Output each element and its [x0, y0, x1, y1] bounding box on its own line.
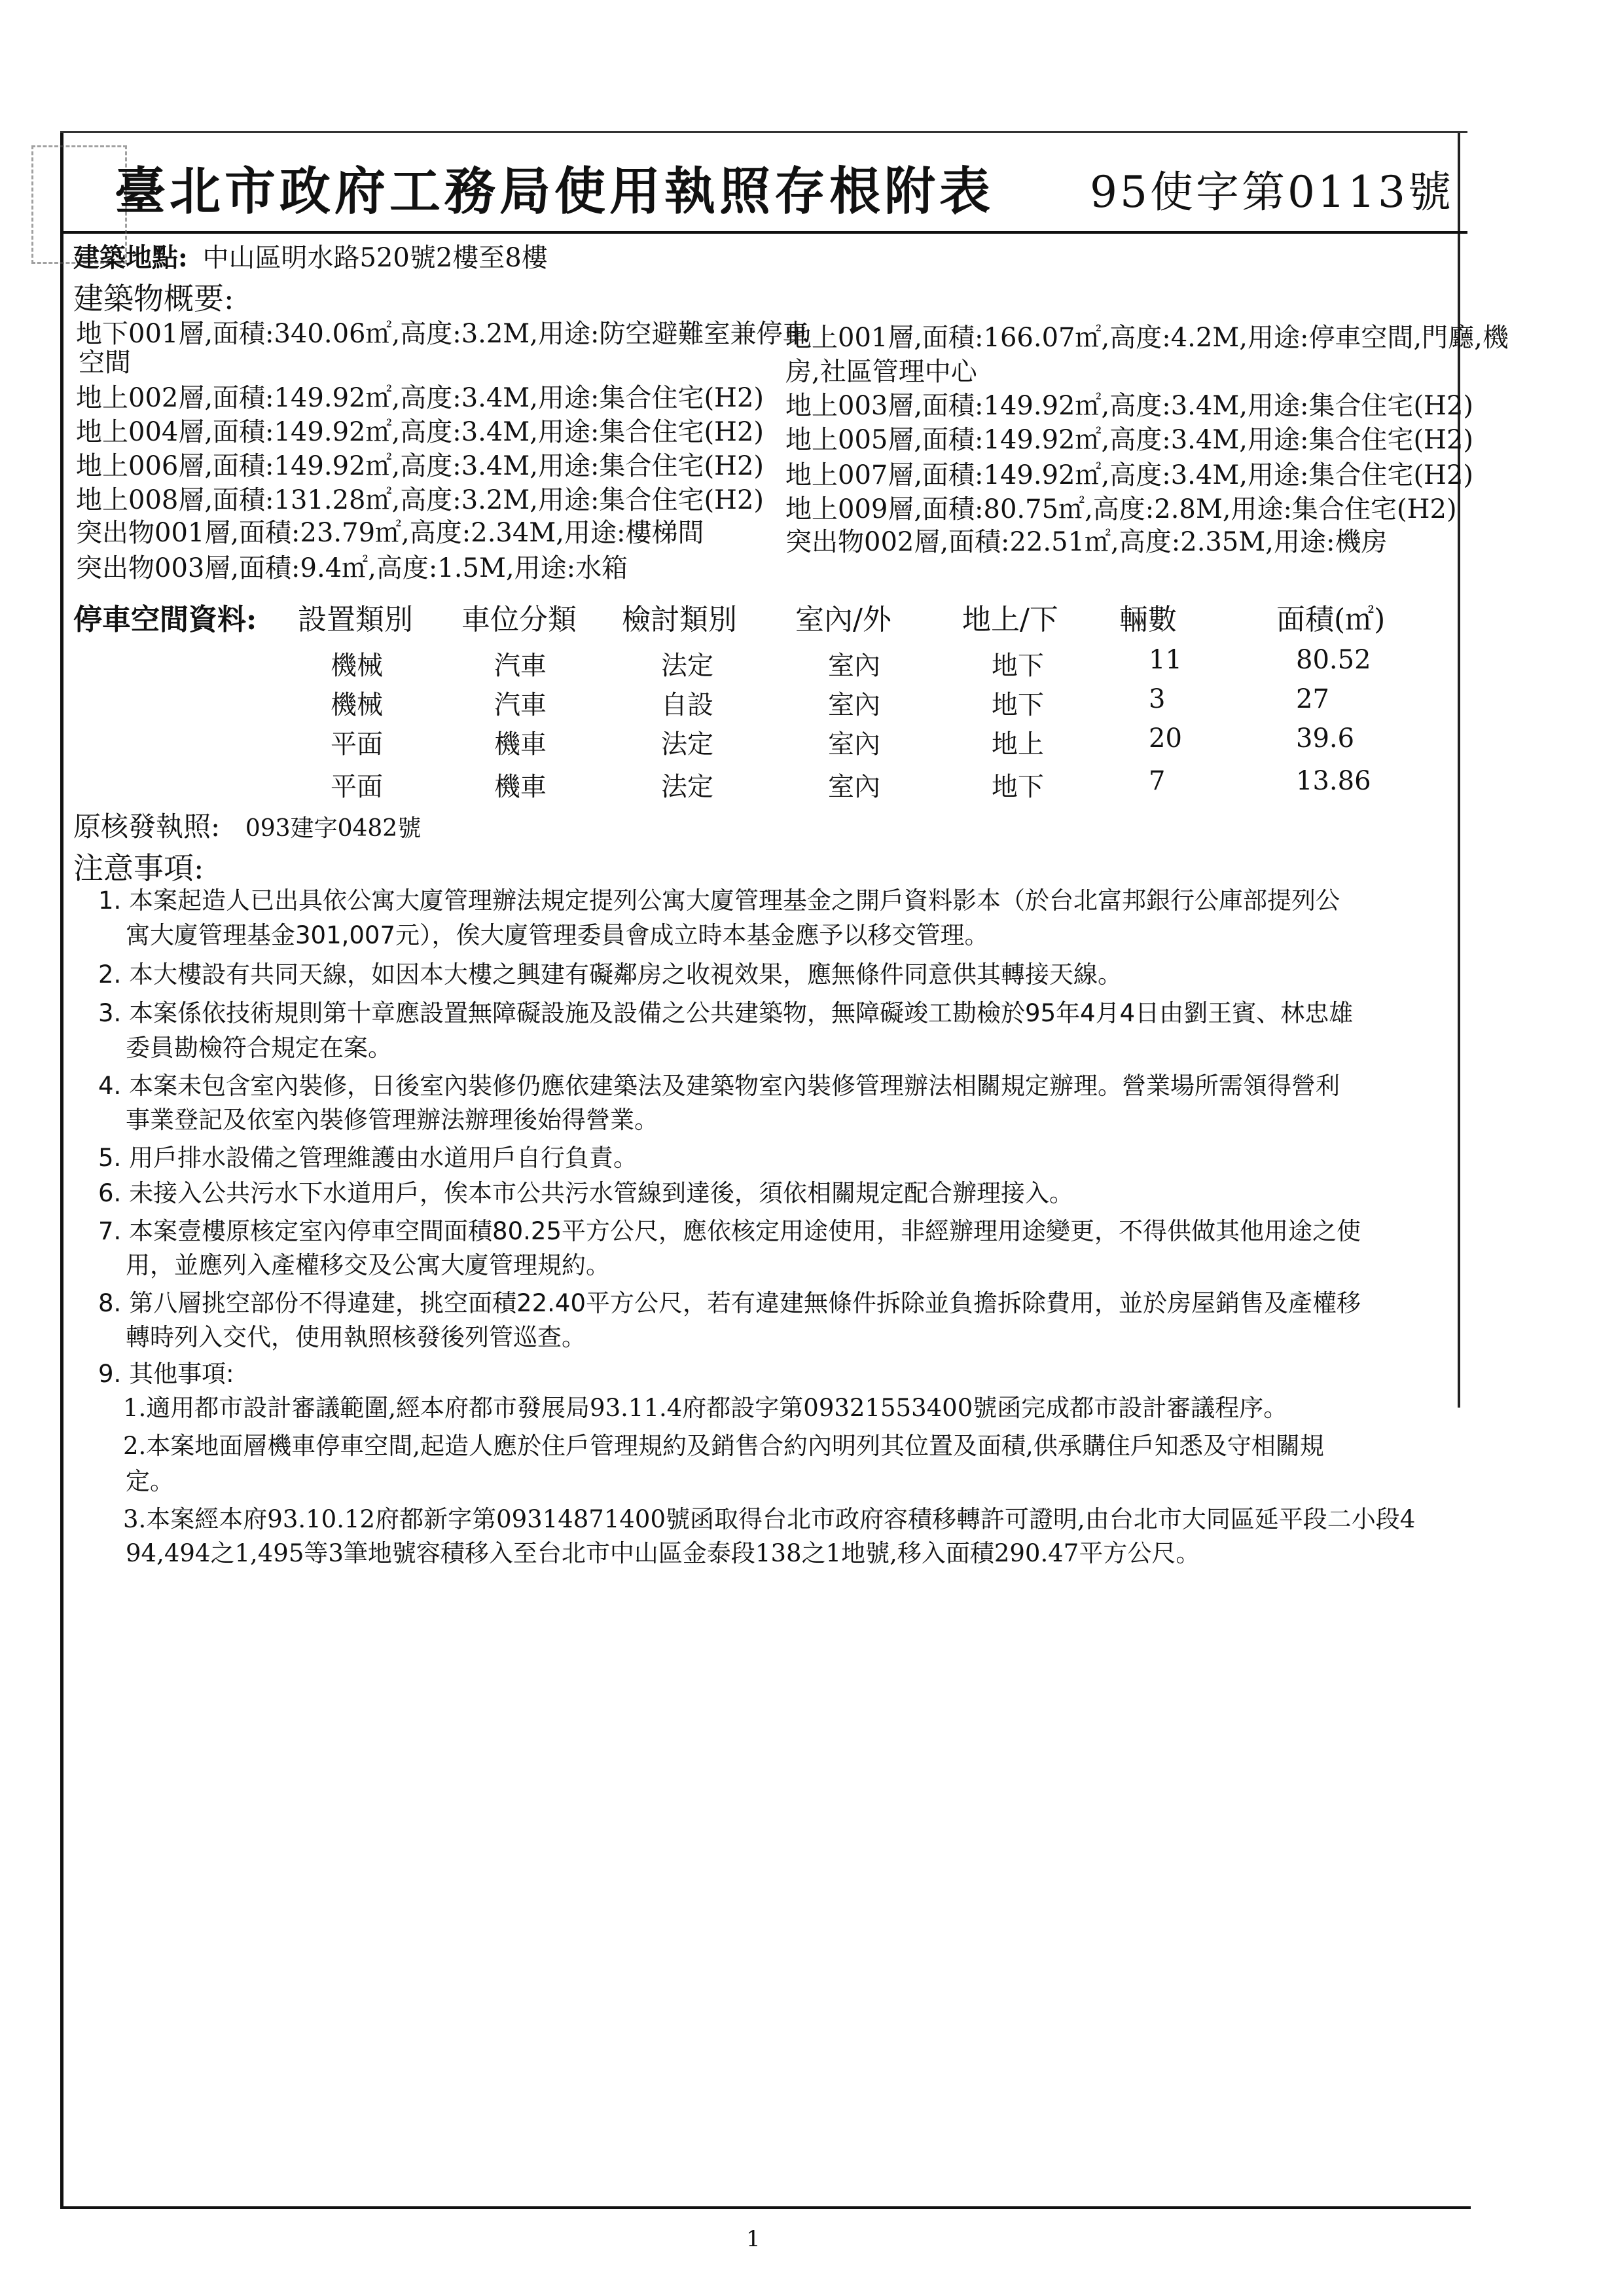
page-number: 1 [746, 2226, 761, 2252]
note-line: 2. 本大樓設有共同天線，如因本大樓之興建有礙鄰房之收視效果，應無條件同意供其轉接天線。 [98, 960, 1123, 989]
note-line: 4. 本案未包含室內裝修，日後室內裝修仍應依建築法及建築物室內裝修管理辦法相關規定辦理。營業場所需領得營利 [98, 1072, 1340, 1100]
original-permit-row [73, 805, 421, 845]
floor-left-line: 突出物001層,面積:23.79㎡,高度:2.34M,用途:樓梯間 [76, 518, 704, 548]
note-line: 事業登記及依室內裝修管理辦法辦理後始得營業。 [126, 1106, 658, 1134]
note-line: 3. 本案係依技術規則第十章應設置無障礙設施及設備之公共建築物，無障礙竣工勘檢於95年4月4日由劉王賓、林忠雄 [98, 999, 1354, 1027]
parking-cell: 汽車 [494, 651, 547, 681]
parking-header-cell: 輛數 [1119, 603, 1177, 636]
parking-header-cell: 設置類別 [298, 603, 413, 636]
parking-cell: 室內 [828, 729, 880, 759]
parking-cell: 27 [1296, 684, 1329, 714]
parking-cell: 平面 [331, 729, 383, 759]
note-line: 寓大廈管理基金301,007元），俟大廈管理委員會成立時本基金應予以移交管理。 [126, 921, 989, 949]
document-title: 臺北市政府工務局使用執照存根附表 [115, 162, 995, 221]
other-item-line: 1.適用都市設計審議範圍,經本府都市發展局93.11.4府都設字第09321553400號函完成都市設計審議程序。 [123, 1394, 1288, 1422]
floor-right-line: 地上003層,面積:149.92㎡,高度:3.4M,用途:集合住宅(H2) [785, 391, 1473, 421]
floor-right-line: 房,社區管理中心 [785, 357, 977, 387]
parking-cell: 室內 [828, 772, 880, 802]
parking-header-cell: 檢討類別 [622, 603, 737, 636]
parking-cell: 法定 [661, 772, 713, 802]
parking-cell: 3 [1149, 684, 1166, 714]
parking-cell: 法定 [661, 651, 713, 681]
site-value: 中山區明水路520號2樓至8樓 [202, 243, 548, 273]
note-line: 委員勘檢符合規定在案。 [126, 1034, 392, 1062]
parking-cell: 11 [1149, 645, 1182, 675]
note-line: 用，並應列入產權移交及公寓大廈管理規約。 [126, 1251, 610, 1279]
floor-right-line: 突出物002層,面積:22.51㎡,高度:2.35M,用途:機房 [785, 527, 1388, 557]
parking-cell: 13.86 [1296, 766, 1371, 796]
note-line: 5. 用戶排水設備之管理維護由水道用戶自行負責。 [98, 1144, 638, 1172]
note-line: 1. 本案起造人已出具依公寓大廈管理辦法規定提列公寓大廈管理基金之開戶資料影本（於台北富邦銀行公庫部提列公 [98, 886, 1340, 915]
parking-cell: 自設 [661, 690, 713, 720]
floor-left-line: 地下001層,面積:340.06㎡,高度:3.2M,用途:防空避難室兼停車 [76, 319, 809, 349]
parking-cell: 室內 [828, 690, 880, 720]
parking-cell: 法定 [661, 729, 713, 759]
parking-header-cell: 車位分類 [461, 603, 577, 636]
original-permit-label: 原核發執照: [73, 811, 221, 843]
note-line: 轉時列入交代，使用執照核發後列管巡查。 [126, 1323, 586, 1351]
parking-cell: 39.6 [1296, 723, 1355, 754]
parking-cell: 機車 [494, 772, 547, 802]
notes-heading: 注意事項: [73, 850, 204, 886]
floor-left-line: 地上002層,面積:149.92㎡,高度:3.4M,用途:集合住宅(H2) [76, 383, 764, 413]
parking-cell: 7 [1149, 766, 1166, 796]
parking-cell: 20 [1149, 723, 1182, 754]
parking-cell: 室內 [828, 651, 880, 681]
parking-header-cell: 室內/外 [795, 603, 891, 636]
parking-cell: 平面 [331, 772, 383, 802]
parking-cell: 機械 [331, 651, 383, 681]
floor-left-line: 突出物003層,面積:9.4㎡,高度:1.5M,用途:水箱 [76, 553, 628, 583]
parking-cell: 地下 [992, 690, 1044, 720]
floor-right-line: 地上009層,面積:80.75㎡,高度:2.8M,用途:集合住宅(H2) [785, 494, 1457, 524]
other-item-line: 94,494之1,495等3筆地號容積移入至台北市中山區金泰段138之1地號,移入面積290.47平方公尺。 [126, 1539, 1200, 1567]
permit-number: 95使字第0113號 [1090, 167, 1454, 217]
parking-cell: 汽車 [494, 690, 547, 720]
parking-cell: 80.52 [1296, 645, 1371, 675]
floor-right-line: 地上005層,面積:149.92㎡,高度:3.4M,用途:集合住宅(H2) [785, 425, 1473, 455]
site-label: 建築地點: [73, 242, 188, 273]
original-permit-value: 093建字0482號 [245, 815, 422, 842]
other-item-line: 3.本案經本府93.10.12府都新字第09314871400號函取得台北市政府容積移轉許可證明,由台北市大同區延平段二小段4 [123, 1505, 1416, 1533]
floor-left-line: 地上006層,面積:149.92㎡,高度:3.4M,用途:集合住宅(H2) [76, 451, 764, 481]
parking-header-cell: 面積(㎡) [1276, 603, 1386, 636]
floor-left-line: 地上008層,面積:131.28㎡,高度:3.2M,用途:集合住宅(H2) [76, 485, 764, 515]
parking-cell: 地下 [992, 772, 1044, 802]
parking-cell: 地下 [992, 651, 1044, 681]
parking-cell: 機車 [494, 729, 547, 759]
floor-left-line: 地上004層,面積:149.92㎡,高度:3.4M,用途:集合住宅(H2) [76, 417, 764, 447]
other-item-line: 定。 [126, 1467, 174, 1495]
note-line: 7. 本案壹樓原核定室內停車空間面積80.25平方公尺，應依核定用途使用，非經辦理用途變更，不得供做其他用途之使 [98, 1217, 1361, 1245]
floor-left-line: 空間 [79, 348, 131, 378]
parking-header-cell: 地上/下 [962, 603, 1058, 636]
parking-cell: 地上 [992, 729, 1044, 759]
other-item-line: 2.本案地面層機車停車空間,起造人應於住戶管理規約及銷售合約內明列其位置及面積,供承購住戶知悉及守相關規 [123, 1432, 1324, 1460]
parking-label: 停車空間資料: [73, 603, 257, 636]
site-row [73, 237, 548, 274]
note-line: 9. 其他事項: [98, 1360, 234, 1388]
overview-heading: 建築物概要: [73, 281, 234, 316]
floor-right-line: 地上001層,面積:166.07㎡,高度:4.2M,用途:停車空間,門廳,機 [785, 323, 1509, 353]
note-line: 8. 第八層挑空部份不得違建，挑空面積22.40平方公尺，若有違建無條件拆除並負擔拆除費用，並於房屋銷售及產權移 [98, 1289, 1361, 1317]
floor-right-line: 地上007層,面積:149.92㎡,高度:3.4M,用途:集合住宅(H2) [785, 460, 1473, 490]
note-line: 6. 未接入公共污水下水道用戶，俟本市公共污水管線到達後，須依相關規定配合辦理接入。 [98, 1179, 1074, 1207]
parking-cell: 機械 [331, 690, 383, 720]
